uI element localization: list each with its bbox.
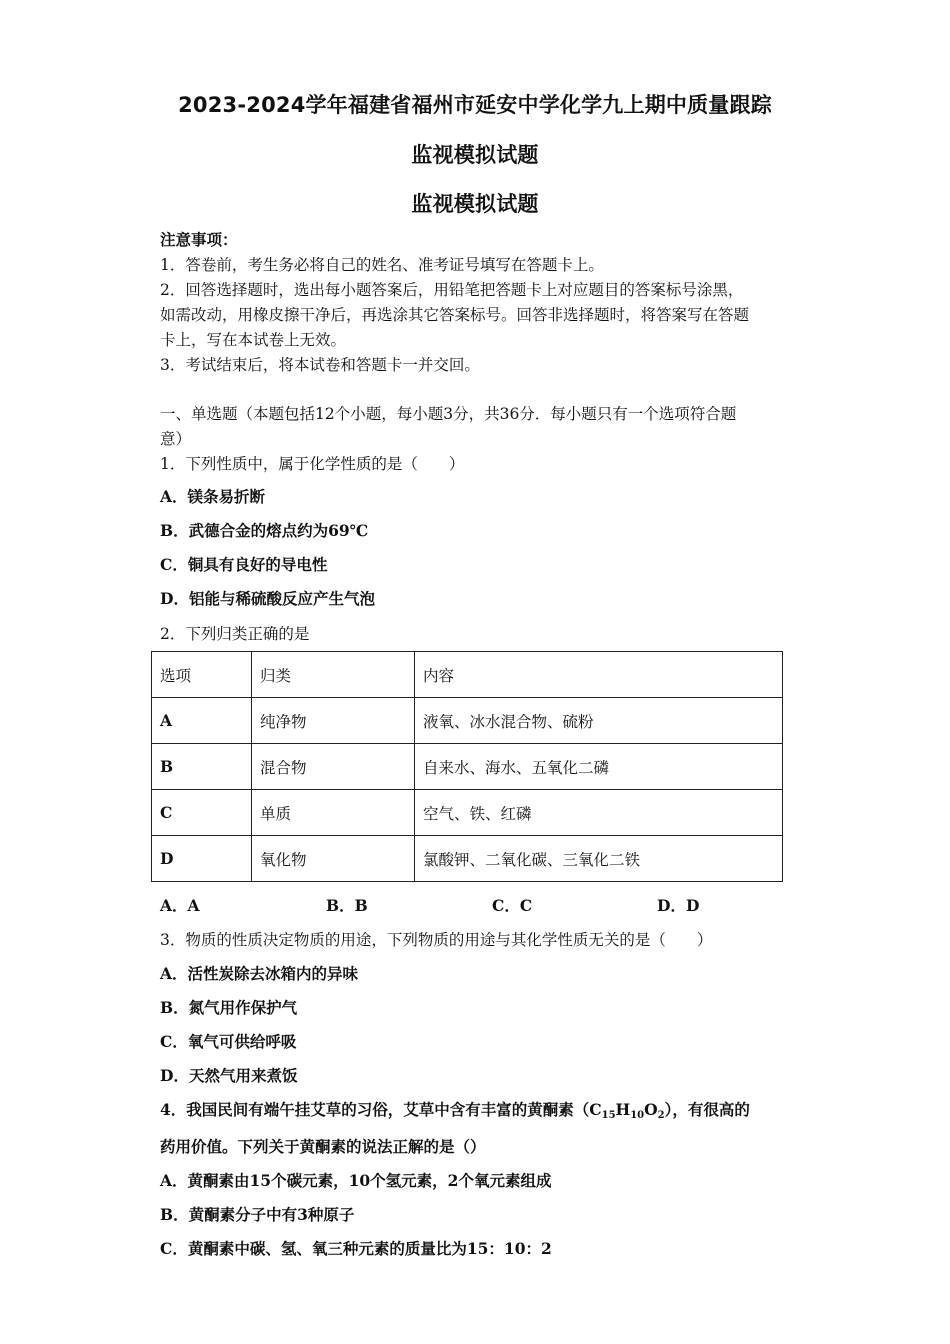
q1-option-d: D．铝能与稀硫酸反应产生气泡	[160, 589, 375, 608]
table-cell: 混合物	[252, 744, 415, 790]
q3-option-c: C．氧气可供给呼吸	[160, 1032, 297, 1051]
exam-title-line1: 2023-2024学年福建省福州市延安中学化学九上期中质量跟踪	[178, 93, 772, 117]
table-cell: A	[152, 698, 252, 744]
q4-option-c: C．黄酮素中碳、氢、氧三种元素的质量比为15：10：2	[160, 1239, 552, 1258]
q4-option-b: B．黄酮素分子中有3种原子	[160, 1205, 355, 1224]
notice-item: 卡上，写在本试卷上无效。	[160, 331, 347, 349]
q2-stem: 2．下列归类正确的是	[160, 625, 310, 643]
table-row	[152, 698, 783, 744]
table-row	[152, 836, 783, 882]
q4-stem	[160, 1098, 750, 1121]
formula-element: O	[644, 1100, 658, 1119]
formula-subscript: 10	[630, 1110, 645, 1121]
table-cell: 单质	[252, 790, 415, 836]
table-cell: B	[152, 744, 252, 790]
q1-option-b: B．武德合金的熔点约为69℃	[160, 521, 369, 540]
q3-option-b: B．氮气用作保护气	[160, 998, 298, 1017]
notice-item: 如需改动，用橡皮擦干净后，再选涂其它答案标号。回答非选择题时，将答案写在答题	[160, 306, 750, 324]
table-header-row	[152, 652, 783, 698]
table-header-cell: 归类	[252, 652, 415, 698]
notice-item: 2．回答选择题时，选出每小题答案后，用铅笔把答题卡上对应题目的答案标号涂黑，	[160, 281, 744, 299]
q1-option-a: A．镁条易折断	[160, 487, 266, 506]
formula-element: H	[615, 1100, 631, 1119]
table-cell: 空气、铁、红磷	[415, 790, 783, 836]
exam-title-line3: 监视模拟试题	[411, 192, 539, 216]
section-heading: 一、单选题（本题包括12个小题，每小题3分，共36分．每小题只有一个选项符合题	[160, 405, 737, 423]
table-cell: D	[152, 836, 252, 882]
classification-table	[151, 651, 783, 882]
table-cell: 自来水、海水、五氧化二磷	[415, 744, 783, 790]
q1-stem: 1．下列性质中，属于化学性质的是（ ）	[160, 455, 465, 473]
table-cell: 氧化物	[252, 836, 415, 882]
table-header-cell: 选项	[152, 652, 252, 698]
formula-subscript: 15	[601, 1110, 616, 1121]
table-cell: 纯净物	[252, 698, 415, 744]
formula-subscript: 2	[657, 1110, 665, 1121]
notice-heading: 注意事项：	[160, 230, 238, 249]
notice-item: 1．答卷前，考生务必将自己的姓名、准考证号填写在答题卡上。	[160, 256, 604, 274]
table-cell: C	[152, 790, 252, 836]
q4-stem-text: 4．我国民间有端午挂艾草的习俗，艾草中含有丰富的黄酮素（C	[160, 1100, 602, 1119]
q1-option-c: C．铜具有良好的导电性	[160, 555, 328, 574]
q2-option-a: A．A	[160, 896, 200, 915]
q4-option-a: A．黄酮素由15个碳元素，10个氢元素，2个氧元素组成	[160, 1171, 552, 1190]
q4-stem-cont: 药用价值。下列关于黄酮素的说法正解的是（）	[160, 1137, 486, 1156]
q2-option-c: C．C	[492, 896, 533, 915]
table-row	[152, 744, 783, 790]
table-row	[152, 790, 783, 836]
table-cell: 氯酸钾、二氧化碳、三氧化二铁	[415, 836, 783, 882]
notice-item: 3．考试结束后，将本试卷和答题卡一并交回。	[160, 356, 480, 374]
exam-title-line2: 监视模拟试题	[411, 143, 539, 167]
q3-option-a: A．活性炭除去冰箱内的异味	[160, 964, 359, 983]
q2-option-b: B．B	[326, 896, 368, 915]
table-header-cell: 内容	[415, 652, 783, 698]
q2-option-d: D．D	[657, 896, 700, 915]
section-heading-cont: 意）	[160, 430, 192, 448]
table-cell: 液氧、冰水混合物、硫粉	[415, 698, 783, 744]
q3-option-d: D．天然气用来煮饭	[160, 1066, 298, 1085]
q4-stem-text: ），有很高的	[664, 1100, 750, 1119]
q3-stem: 3．物质的性质决定物质的用途，下列物质的用途与其化学性质无关的是（ ）	[160, 931, 713, 949]
